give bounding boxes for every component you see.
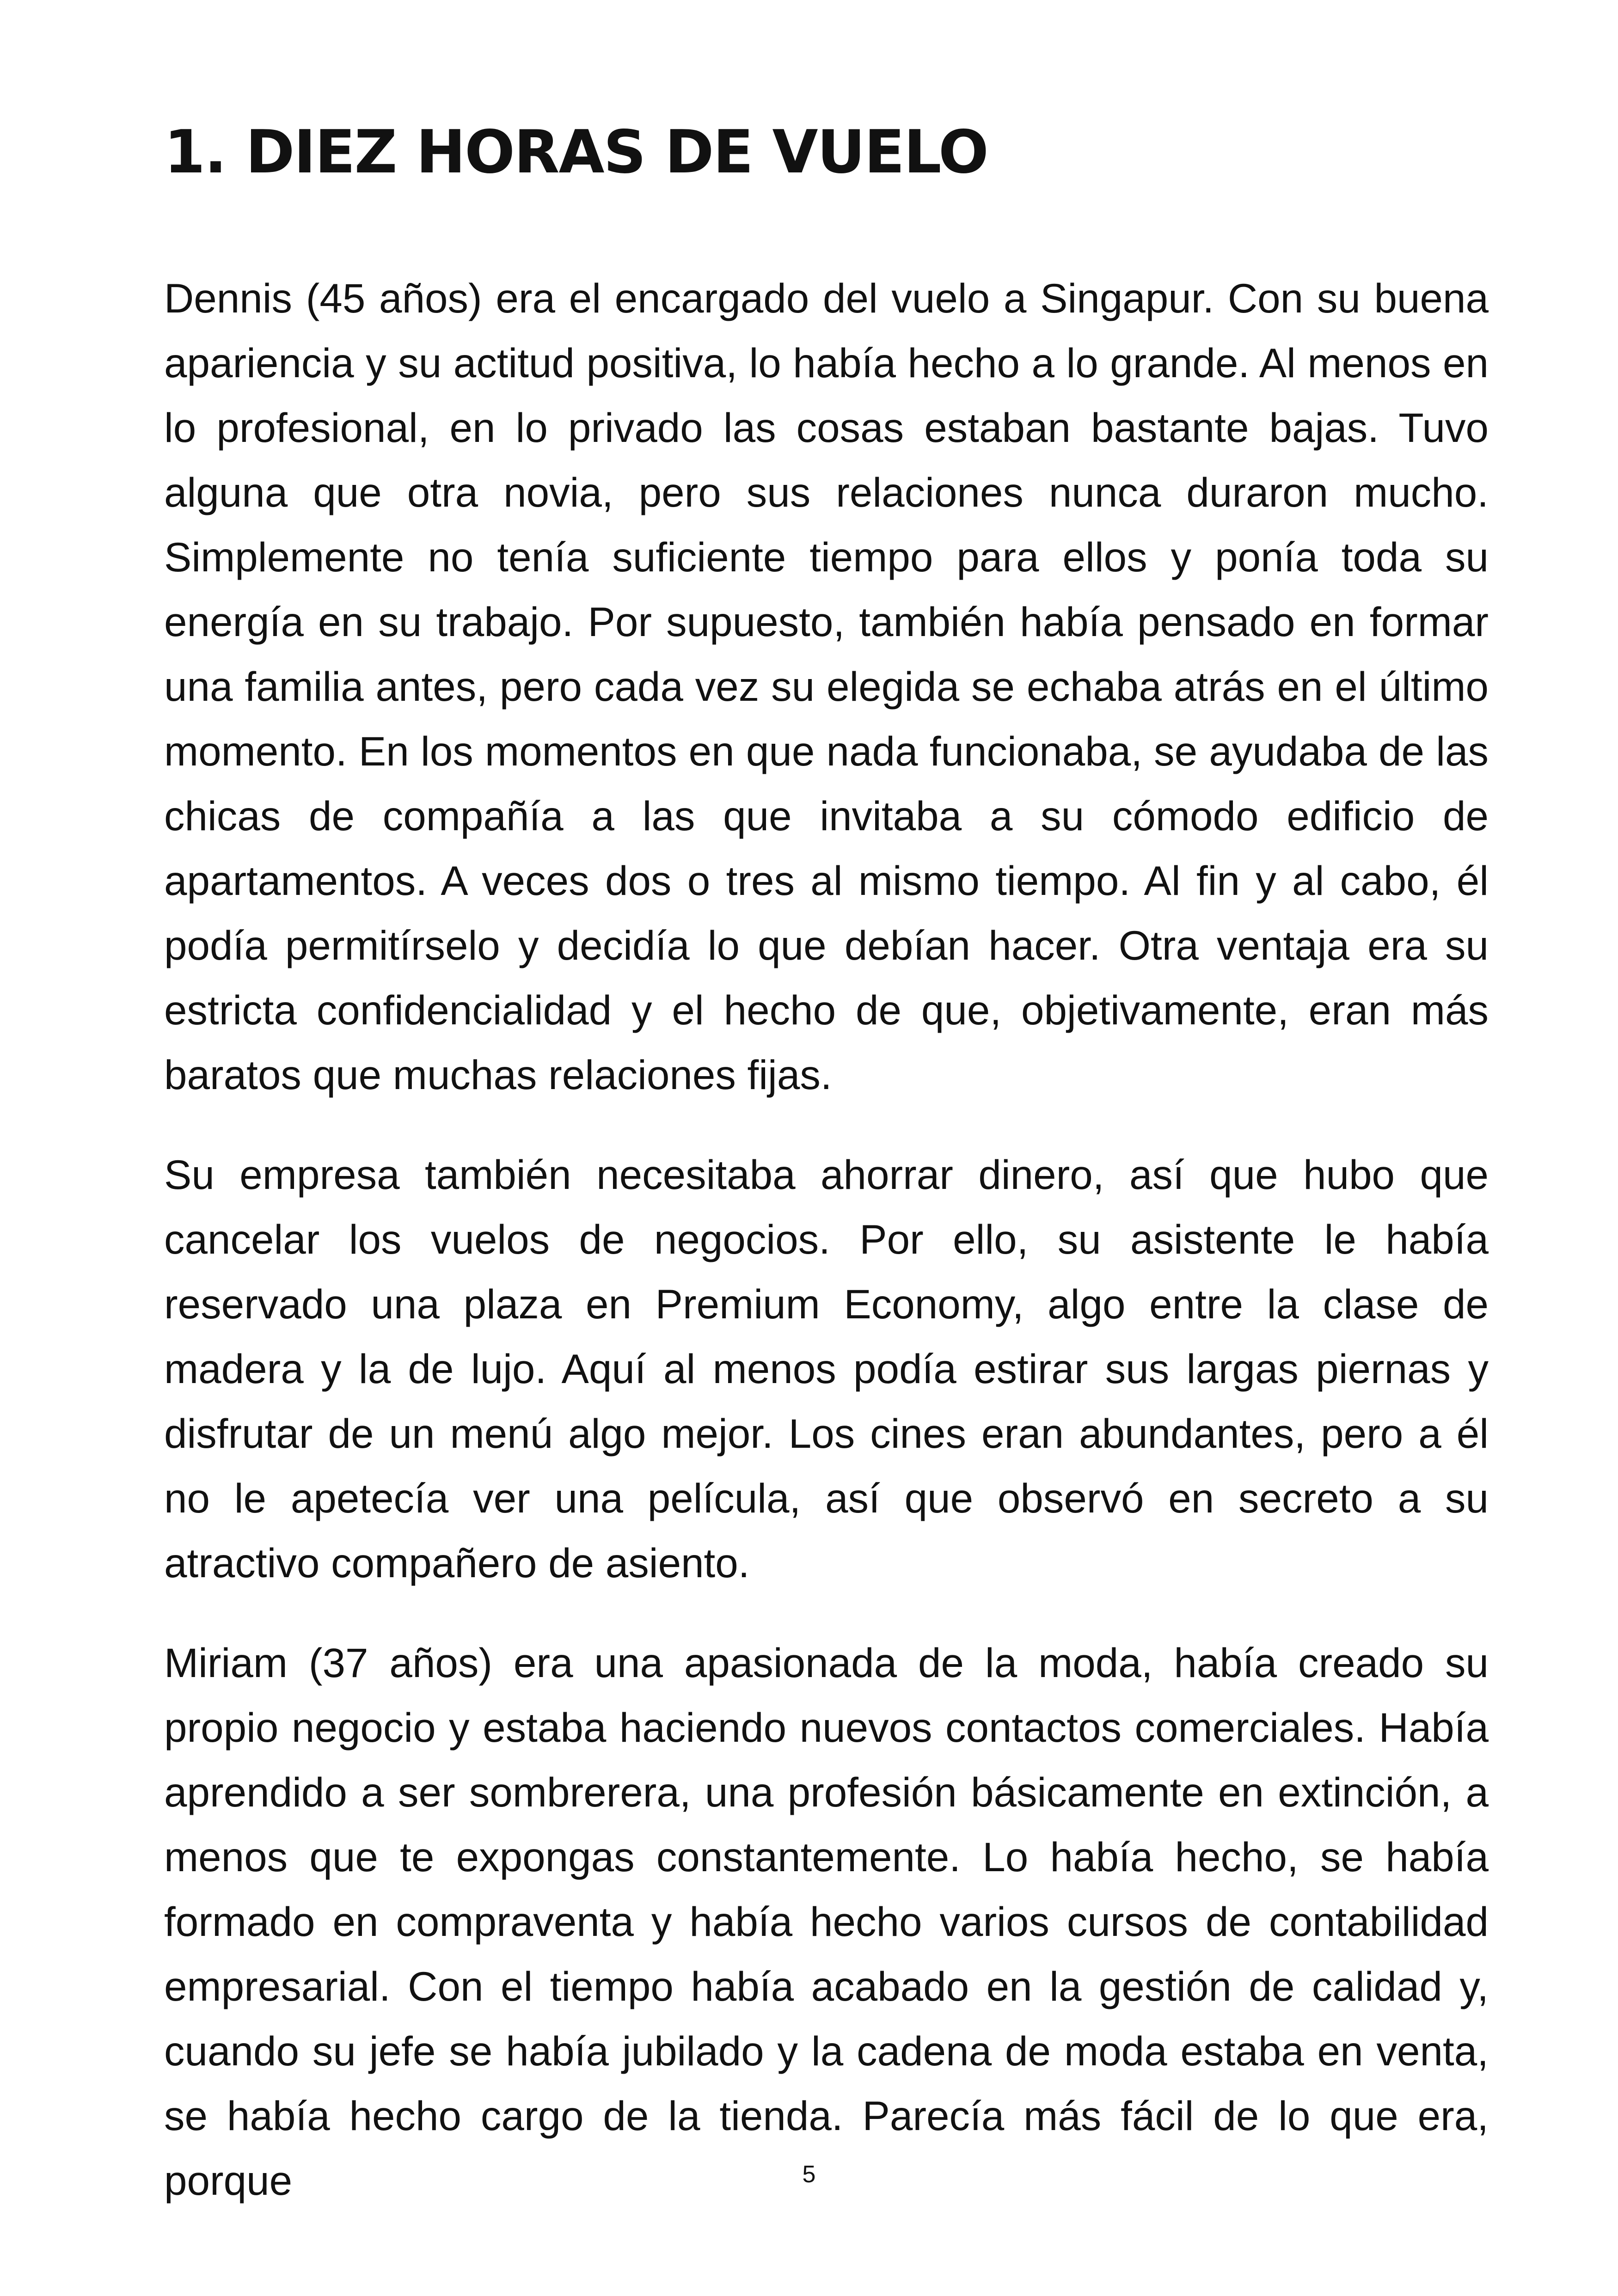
- paragraph-company-flight: Su empresa también necesitaba ahorrar dinero, así que hubo que cancelar los vuelos de negocios. Por ello, su asistente le había reservado una plaza en Premium Economy, algo entre la clase de madera y la de lujo. Aquí al menos podía estirar sus largas piernas y disfrutar de un menú algo mejor. Los cines eran abundantes, pero a él no le apetecía ver una película, así que observó en secreto a su atractivo compañero de asiento.: [164, 1151, 1489, 1586]
- page-number: 5: [802, 2161, 816, 2188]
- paragraph-dennis: Dennis (45 años) era el encargado del vuelo a Singapur. Con su buena apariencia y su actitud positiva, lo había hecho a lo grande. Al menos en lo profesional, en lo privado las cosas estaban bastante bajas. Tuvo alguna que otra novia, pero sus relaciones nunca duraron mucho. Simplemente no tenía suficiente tiempo para ellos y ponía toda su energía en su trabajo. Por supuesto, también había pensado en formar una familia antes, pero cada vez su elegida se echaba atrás en el último momento. En los momentos en que nada funcionaba, se ayudaba de las chicas de compañía a las que invitaba a su cómodo edificio de apartamentos. A veces dos o tres al mismo tiempo. Al fin y al cabo, él podía permitírselo y decidía lo que debían hacer. Otra ventaja era su estricta confidencialidad y el hecho de que, objetivamente, eran más baratos que muchas relaciones fijas.: [164, 275, 1489, 1098]
- document-page: [164, 116, 1489, 2219]
- paragraph-miriam: Miriam (37 años) era una apasionada de la moda, había creado su propio negocio y estaba haciendo nuevos contactos comerciales. Había aprendido a ser sombrerera, una profesión básicamente en extinción, a menos que te expongas constantemente. Lo había hecho, se había formado en compraventa y había hecho varios cursos de contabilidad empresarial. Con el tiempo había acabado en la gestión de calidad y, cuando su jefe se había jubilado y la cadena de moda estaba en venta, se había hecho cargo de la tienda. Parecía más fácil de lo que era, porque: [164, 1640, 1489, 2204]
- chapter-title: 1. DIEZ HORAS DE VUELO: [164, 118, 988, 187]
